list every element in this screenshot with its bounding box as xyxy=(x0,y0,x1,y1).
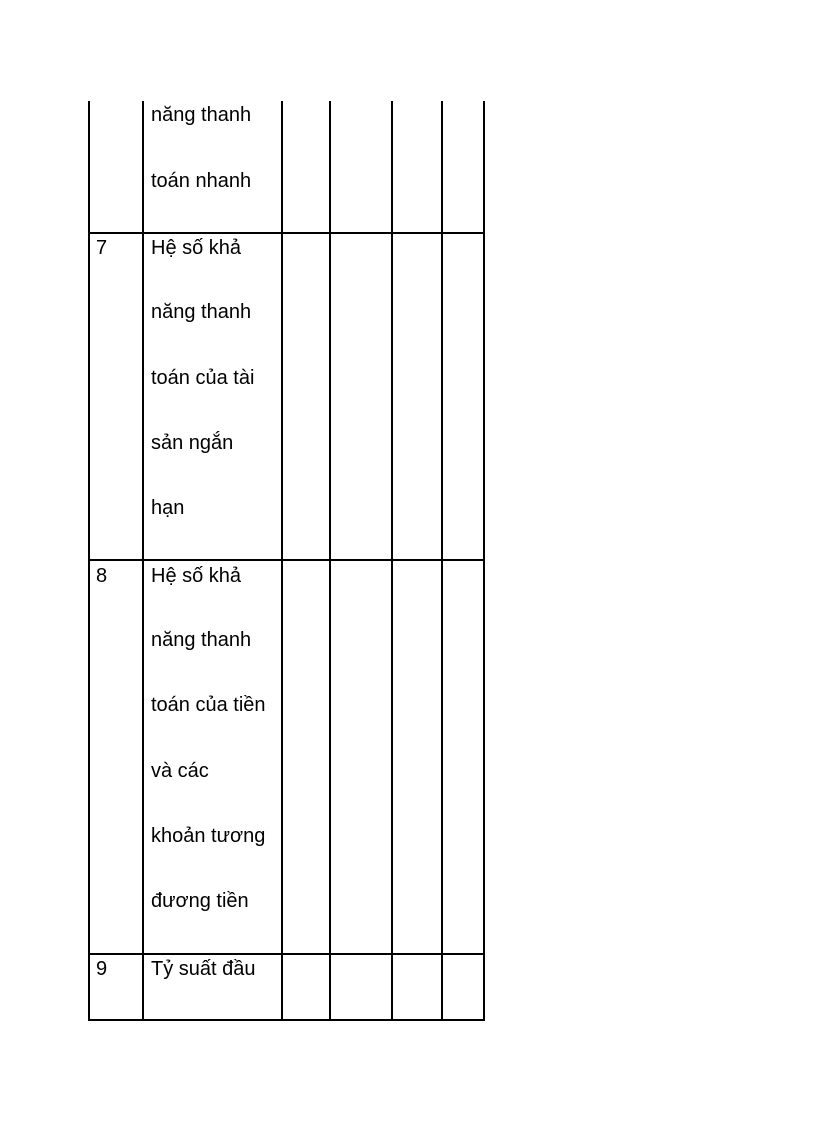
criterion-line: đương tiền xyxy=(151,890,249,912)
criterion-line: Hệ số khả xyxy=(151,565,242,587)
row-border xyxy=(88,559,485,561)
column-border xyxy=(441,101,443,1021)
row-border xyxy=(88,232,485,234)
column-border xyxy=(329,101,331,1021)
row-border xyxy=(88,953,485,955)
criterion-line: toán của tài xyxy=(151,367,255,389)
row-border xyxy=(88,1019,485,1021)
column-border xyxy=(483,101,485,1021)
column-border xyxy=(88,101,90,1021)
criterion-line: sản ngắn xyxy=(151,432,234,454)
criterion-line: Hệ số khả xyxy=(151,237,242,259)
criterion-line: năng thanh xyxy=(151,301,252,323)
criterion-line: khoản tương xyxy=(151,825,266,847)
criterion-line: toán nhanh xyxy=(151,170,252,192)
row-number: 8 xyxy=(96,565,108,587)
criterion-line: toán của tiền xyxy=(151,694,266,716)
column-border xyxy=(281,101,283,1021)
criterion-line: năng thanh xyxy=(151,629,252,651)
criterion-line: năng thanh xyxy=(151,104,252,126)
criterion-line: và các xyxy=(151,760,209,782)
column-border xyxy=(142,101,144,1021)
criterion-line: Tỷ suất đầu xyxy=(151,958,256,980)
criterion-line: hạn xyxy=(151,497,185,519)
row-number: 7 xyxy=(96,237,108,259)
column-border xyxy=(391,101,393,1021)
row-number: 9 xyxy=(96,958,108,980)
